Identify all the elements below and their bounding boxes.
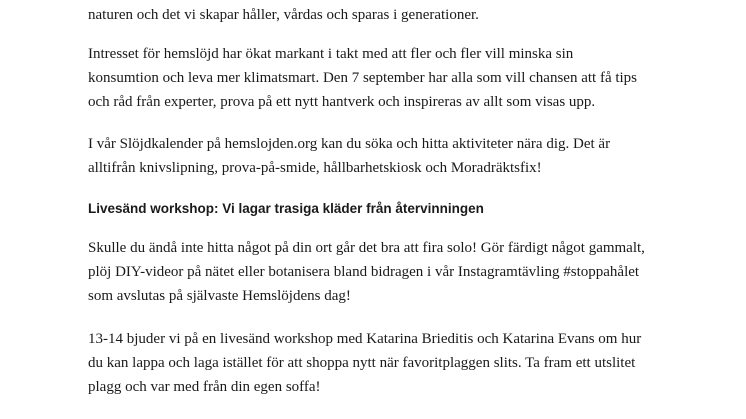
paragraph-calendar — [88, 132, 610, 180]
paragraph-intro-tail — [88, 3, 479, 27]
text-line: som avslutas på självaste Hemslöjdens dag! — [88, 288, 351, 304]
text-line: plagg och var med från din egen soffa! — [88, 379, 321, 395]
text-line: I vår Slöjdkalender på hemslojden.org kan du söka och hitta aktiviteter nära dig. Det är — [88, 136, 611, 152]
paragraph-workshop — [88, 327, 641, 399]
paragraph-solo — [88, 236, 645, 308]
text-line: 13-14 bjuder vi på en livesänd workshop med Katarina Brieditis och Katarina Evans om hur — [88, 331, 642, 347]
text-line: naturen och det vi skapar håller, vårdas och sparas i generationer. — [88, 7, 479, 23]
text-line: konsumtion och leva mer klimatsmart. Den 7 september har alla som vill chansen att få tips — [88, 70, 638, 86]
text-line: Intresset för hemslöjd har ökat markant i takt med att fler och fler vill minska sin — [88, 46, 574, 62]
text-line: Skulle du ändå inte hitta något på din ort går det bra att fira solo! Gör färdigt något gammalt, — [88, 240, 645, 256]
section-heading: Livesänd workshop: Vi lagar trasiga kläder från återvinningen — [88, 201, 484, 216]
text-line: du kan lappa och laga istället för att shoppa nytt när favoritplaggen slits. Ta fram ett utslitet — [88, 355, 636, 371]
text-line: och råd från experter, prova på ett nytt hantverk och inspireras av allt som visas upp. — [88, 94, 596, 110]
paragraph-interest — [88, 42, 637, 114]
text-line: plöj DIY-videor på nätet eller botanisera bland bidragen i vår Instagramtävling #stoppahålet — [88, 264, 640, 280]
text-line: alltifrån knivslipning, prova-på-smide, hållbarhetskiosk och Moradräktsfix! — [88, 160, 542, 176]
